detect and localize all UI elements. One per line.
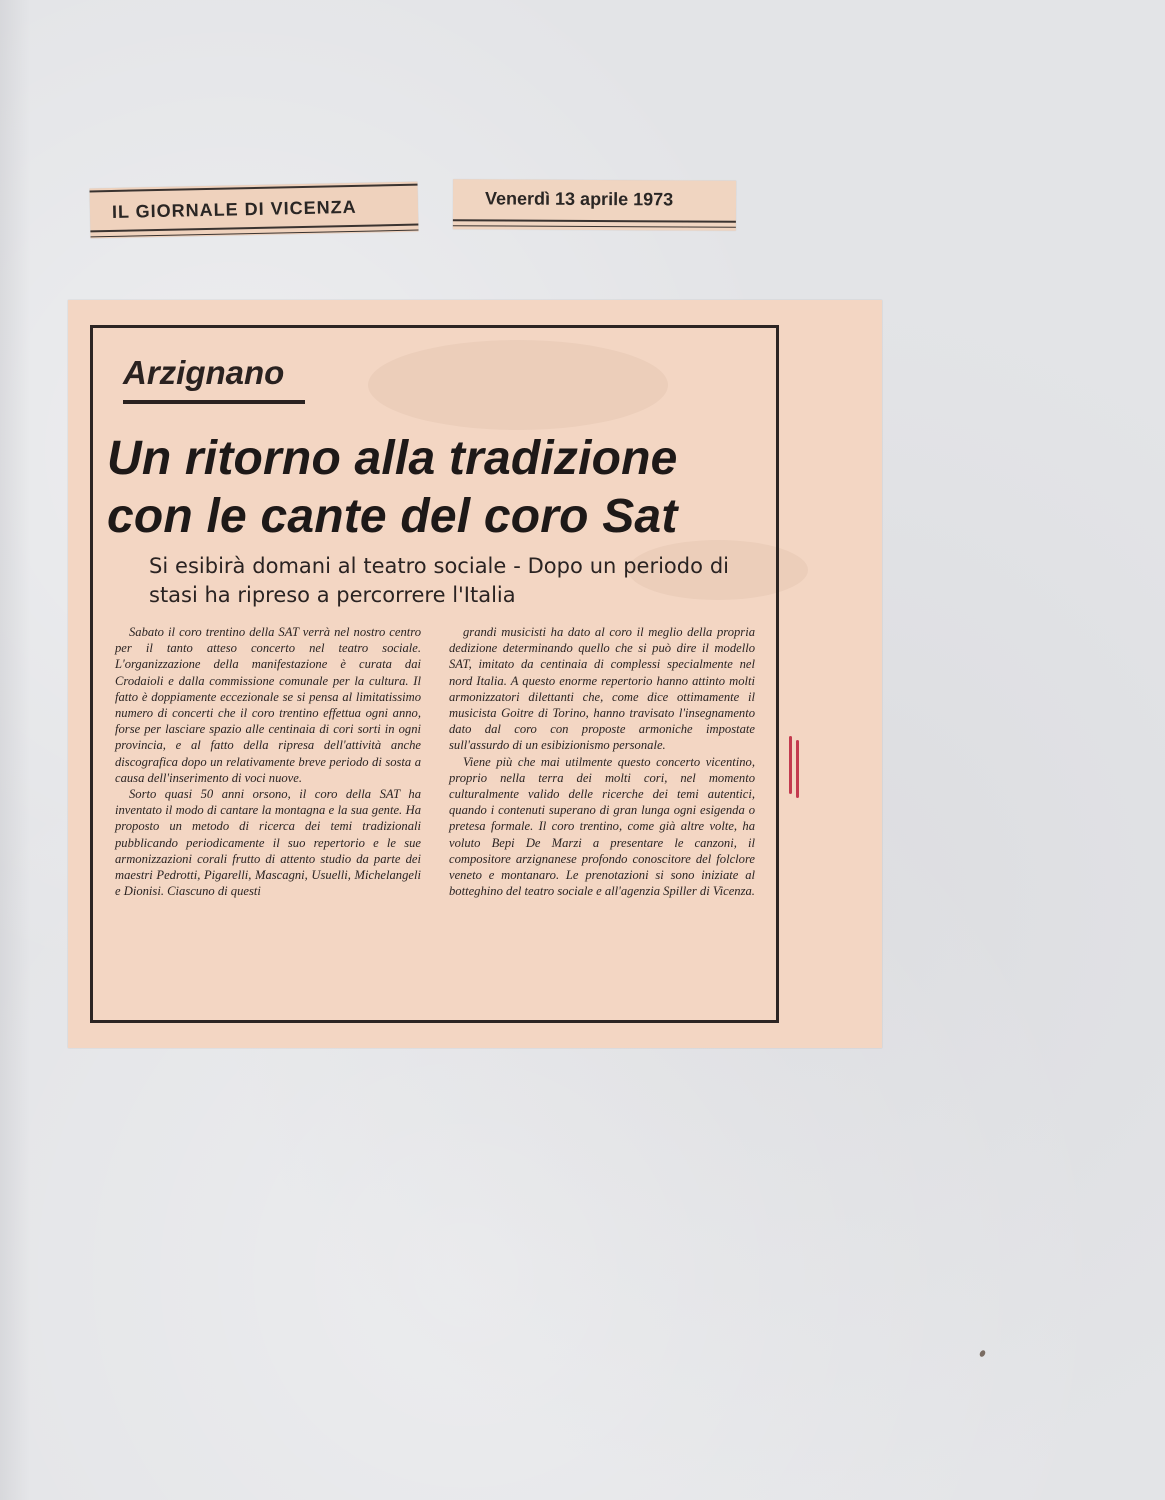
red-mark-stroke: [796, 740, 799, 798]
publication-date: Venerdì 13 aprile 1973: [484, 188, 674, 210]
section-label: Arzignano: [123, 354, 285, 391]
paragraph: Sorto quasi 50 anni orsono, il coro della SAT ha inventato il modo di cantare la montagna e la sua gente. Ha proposto un metodo di ricerca dei temi tradizionali pubblicando periodicamente il suo repertorio e le sue armonizzazioni corali frutto di attento studio da parte dei maestri Pedrotti, Pigarelli, Mascagni, Usuelli, Michelangeli e Dionisi. Ciascuno di questi: [115, 787, 421, 899]
headline: [107, 430, 767, 546]
red-margin-mark: [789, 736, 801, 794]
page-binding-edge: [0, 0, 30, 1500]
paragraph: Viene più che mai utilmente questo concerto vicentino, proprio nella terra dei molti cori, nel momento culturalmente valido delle ricerche dei temi autentici, quando i contenuti superano di gran lunga ogni esigenda o pretesa formale. Il coro trentino, come già altre volte, ha voluto Bepi De Marzi a presentare le canzoni, il compositore arzignanese profondo conoscitore del folclore veneto e montanaro. Le prenotazioni si sono iniziate al botteghino del teatro sociale e all'agenzia Spiller di Vicenza.: [449, 754, 755, 899]
body-column-1: [115, 624, 421, 899]
body-column-2: [449, 624, 755, 899]
date-bottom-rule: [453, 219, 736, 222]
headline-line-2: con le cante del coro Sat: [107, 490, 678, 543]
date-clipping: [453, 179, 736, 230]
paragraph: grandi musicisti ha dato al coro il meglio della propria dedizione determinando quello che si può dire il modello SAT, imitato da centinaia di complessi specialmente nel nord Italia. A questo enorme repertorio hanno attinto molti armonizzatori dilettanti che, come dice ottimamente il musicista Goitre di Torino, hanno travisato l'insegnamento dato dal coro con proposte armoniche impostate sull'assurdo di un esibizionismo personale.: [449, 625, 755, 753]
date-bottom-rule-thin: [453, 225, 736, 227]
article-clipping: [68, 300, 882, 1048]
article-frame: [90, 325, 779, 1023]
red-mark-stroke: [789, 736, 792, 794]
newspaper-name: IL GIORNALE DI VICENZA: [111, 196, 357, 222]
paragraph: Sabato il coro trentino della SAT verrà nel nostro centro per il tanto atteso concerto nel teatro sociale. L'organizzazione della manifestazione è curata dai Crodaioli e dalla commissione comunale per la cultura. Il fatto è doppiamente eccezionale se si pensa al limitatissimo numero di concerti che il coro trentino effettua ogni anno, forse per lasciare spazio alle centinaia di cori sorti in ogni provincia, e al fatto della ripresa dell'attività anche discografica dopo un relativamente breve periodo di sosta a causa dell'inserimento di voci nuove.: [115, 625, 421, 785]
headline-line-1: Un ritorno alla tradizione: [107, 432, 678, 485]
masthead-clipping: [90, 182, 419, 239]
section-underline: [123, 400, 305, 404]
subheadline: Si esibirà domani al teatro sociale - Dopo un periodo di stasi ha ripreso a percorrere l'Italia: [149, 554, 729, 607]
article-body: [115, 624, 755, 899]
